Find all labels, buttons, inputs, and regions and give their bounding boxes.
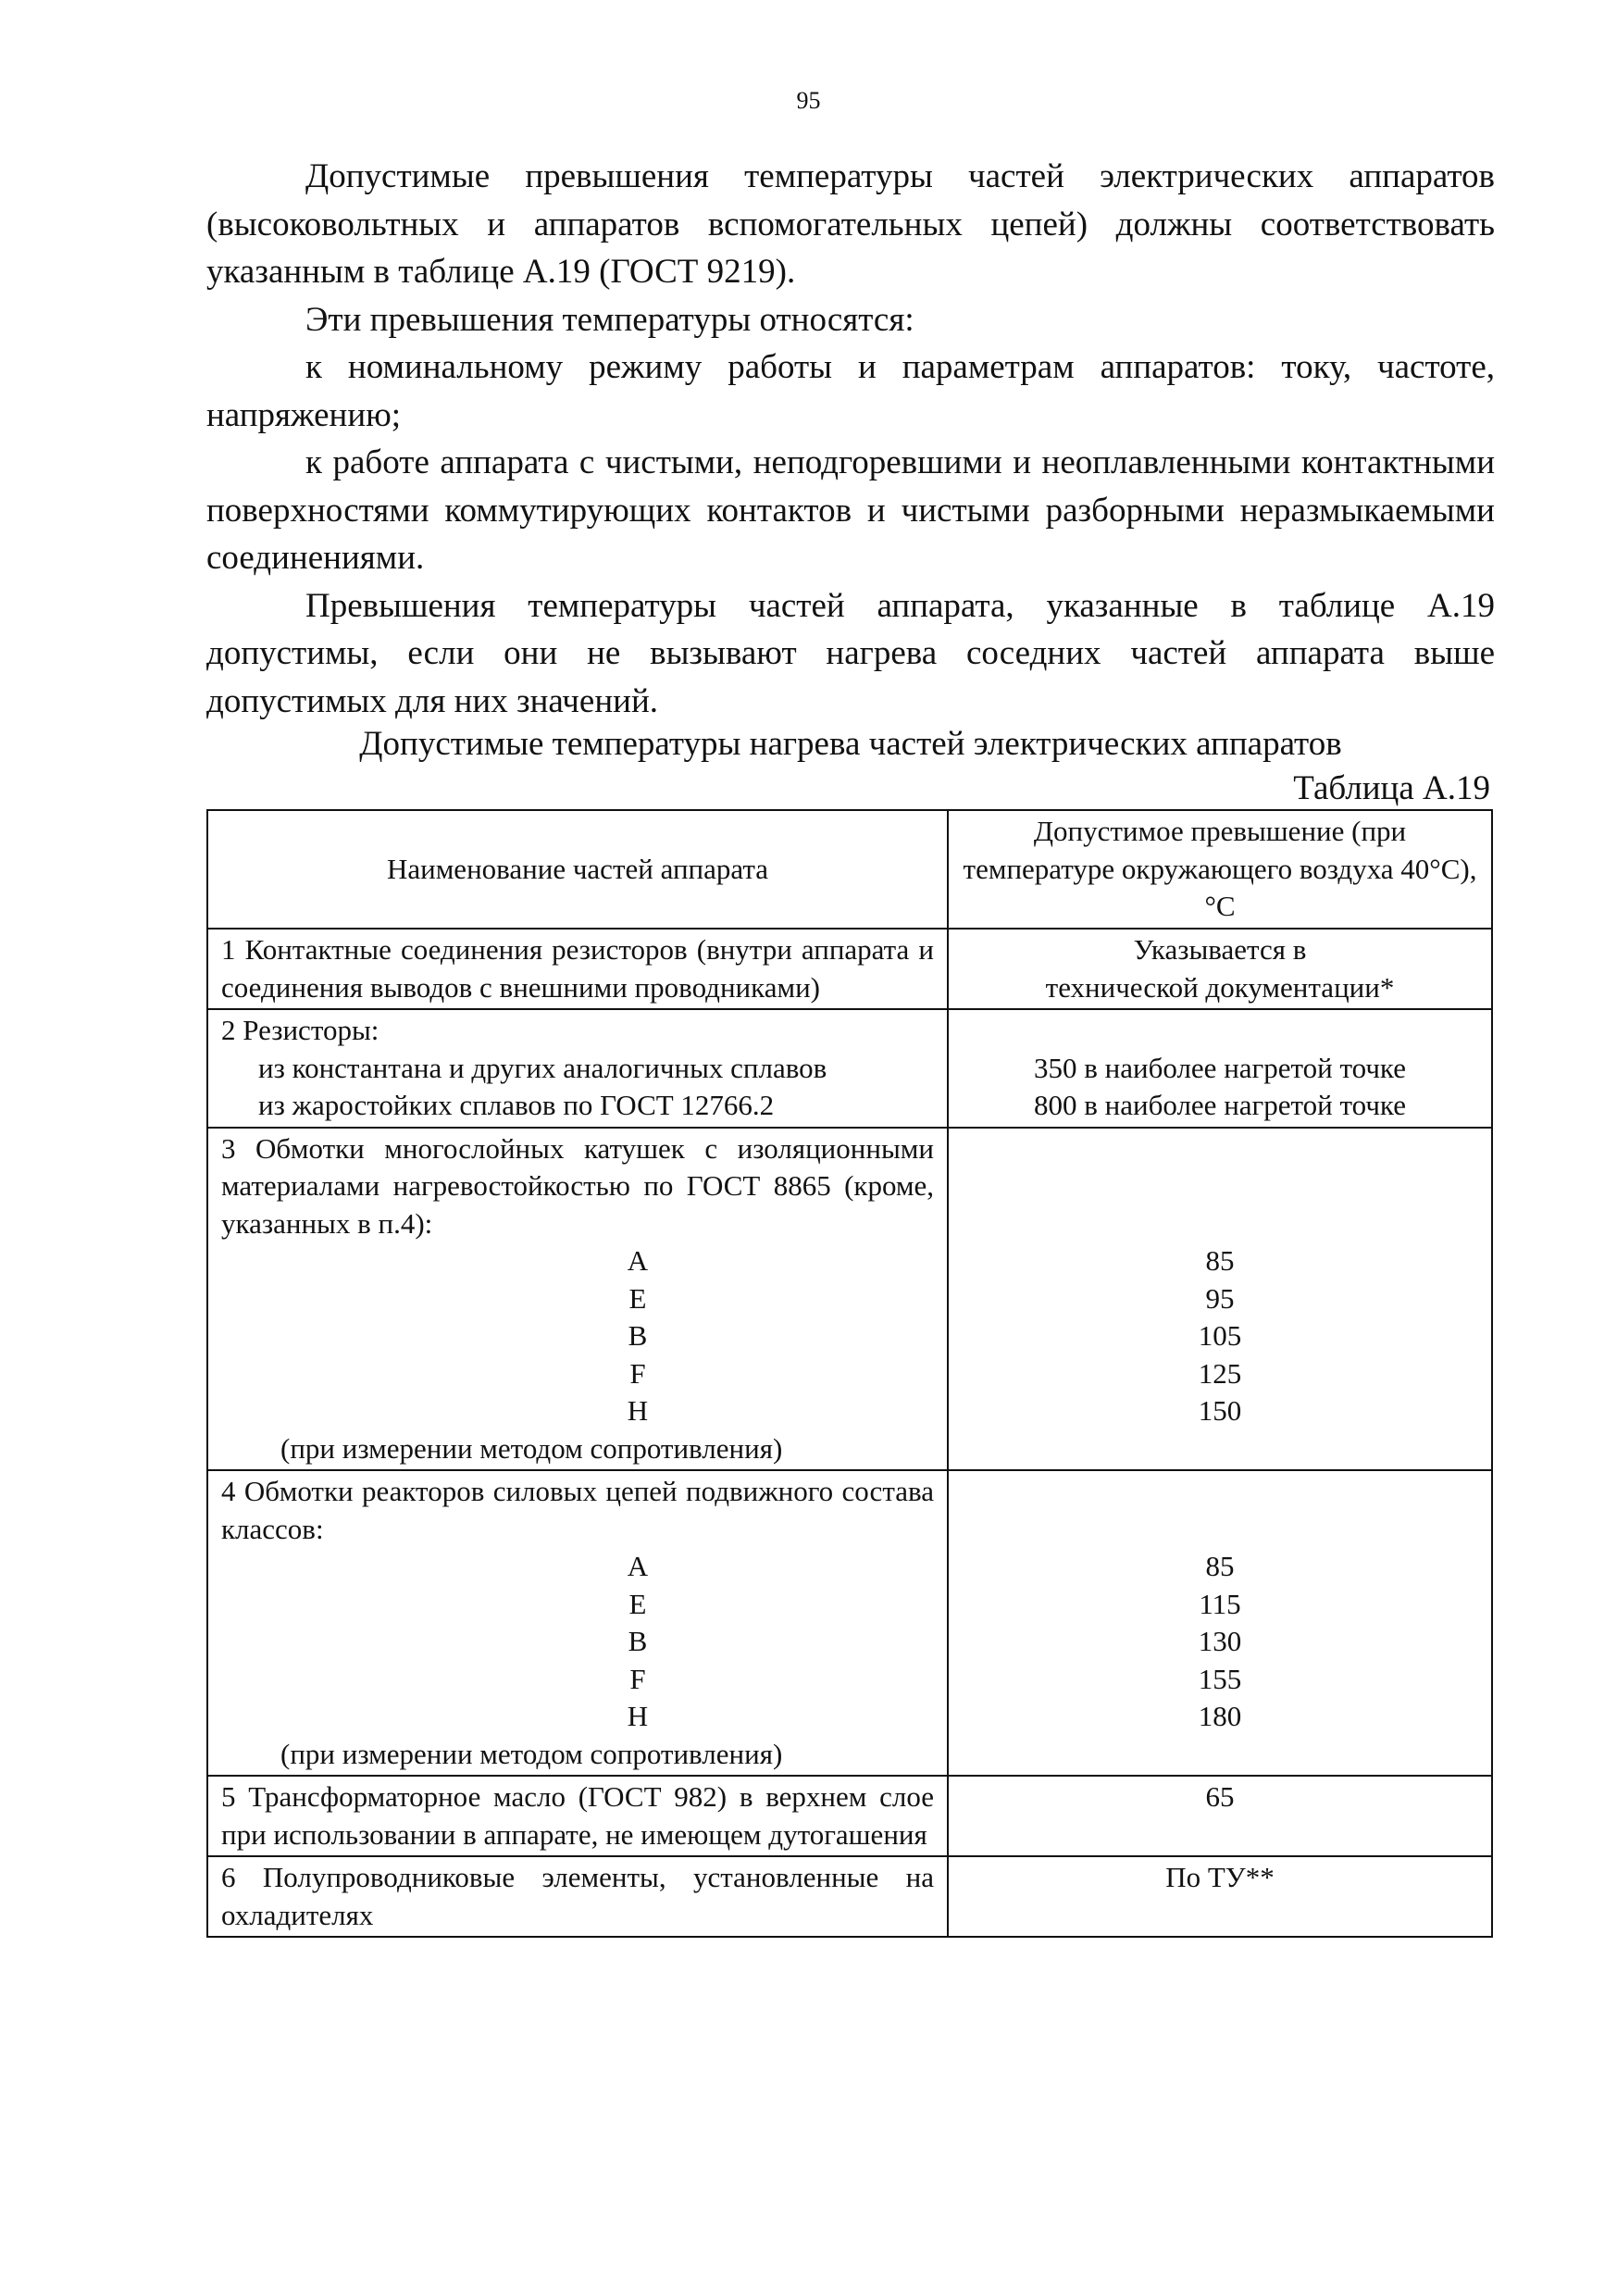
row-3-class: Н xyxy=(627,1394,649,1427)
row-4-class: Е xyxy=(628,1587,647,1620)
row-6-value: По ТУ** xyxy=(948,1856,1492,1937)
row-4-name xyxy=(207,1470,948,1776)
temperature-table xyxy=(206,809,1493,1938)
row-3-name xyxy=(207,1128,948,1471)
table-label: Таблица А.19 xyxy=(1293,769,1490,807)
header-part-name: Наименование частей аппарата xyxy=(207,810,948,929)
row-2-sub: из жаростойких сплавов по ГОСТ 12766.2 xyxy=(258,1089,775,1121)
table-row xyxy=(207,1470,1492,1776)
row-4-value-line: 155 xyxy=(1198,1662,1242,1695)
row-3-class: F xyxy=(629,1356,646,1390)
table-header-row xyxy=(207,810,1492,929)
row-5-value: 65 xyxy=(948,1776,1492,1856)
paragraph-4: к работе аппарата с чистыми, неподгоревшими и неоплавленными контактными поверхностями коммутирующих контактов и чистыми разборными неразмыкаемыми соединениями. xyxy=(206,443,1495,577)
row-1-value xyxy=(948,929,1492,1009)
row-4-value-line: 85 xyxy=(1205,1550,1235,1582)
row-4-class: Н xyxy=(627,1700,649,1732)
row-1-value-line: Указывается в xyxy=(1133,933,1307,966)
row-3-method: (при измерении методом сопротивления) xyxy=(280,1431,783,1465)
paragraph-2: Эти превышения температуры относятся: xyxy=(305,300,914,339)
row-3-title: 3 Обмотки многослойных катушек с изоляционными материалами нагревостойкостью по ГОСТ 8865 (кроме, указанных в п.4): xyxy=(221,1131,934,1240)
table-row xyxy=(207,1128,1492,1471)
row-3-value-line: 85 xyxy=(1205,1244,1235,1277)
row-4-value-line: 130 xyxy=(1198,1625,1242,1657)
row-2-title: 2 Резисторы: xyxy=(221,1014,379,1046)
row-2-sub: из константана и других аналогичных сплавов xyxy=(258,1051,827,1084)
table-row xyxy=(207,1776,1492,1856)
row-3-value-line: 95 xyxy=(1205,1281,1235,1315)
row-3-value-line: 105 xyxy=(1198,1319,1242,1352)
row-3-value-line: 150 xyxy=(1198,1394,1242,1427)
row-4-class: В xyxy=(628,1625,648,1657)
row-3-value-line: 125 xyxy=(1198,1356,1242,1390)
row-4-method: (при измерении методом сопротивления) xyxy=(280,1737,783,1770)
paragraph-3: к номинальному режиму работы и параметрам аппаратов: току, частоте, напряжению; xyxy=(206,348,1495,434)
row-3-class: В xyxy=(628,1319,648,1352)
row-3-class: Е xyxy=(628,1281,647,1315)
table-row xyxy=(207,1009,1492,1128)
row-2-value-line: 350 в наиболее нагретой точке xyxy=(1034,1051,1406,1084)
paragraph-5: Превышения температуры частей аппарата, указанные в таблице А.19 допустимы, если они не вызывают нагрева соседних частей аппарата выше допустимых для них значений. xyxy=(206,586,1495,720)
row-3-value xyxy=(948,1128,1492,1471)
page-number: 95 xyxy=(796,87,821,114)
row-2-value xyxy=(948,1009,1492,1128)
table-row xyxy=(207,929,1492,1009)
body-text xyxy=(206,153,1495,725)
row-4-value xyxy=(948,1470,1492,1776)
row-6-name: 6 Полупроводниковые элементы, установленные на охладителях xyxy=(207,1856,948,1937)
row-4-value-line: 115 xyxy=(1199,1587,1241,1620)
row-1-value-line: технической документации* xyxy=(1045,970,1395,1004)
row-4-title: 4 Обмотки реакторов силовых цепей подвижного состава классов: xyxy=(221,1475,934,1545)
row-5-name: 5 Трансформаторное масло (ГОСТ 982) в верхнем слое при использовании в аппарате, не имеющем дутогашения xyxy=(207,1776,948,1856)
row-2-name xyxy=(207,1009,948,1128)
header-allowed-rise: Допустимое превышение (при температуре окружающего воздуха 40°С), °С xyxy=(948,810,1492,929)
row-4-class: F xyxy=(629,1662,646,1695)
paragraph-1: Допустимые превышения температуры частей электрических аппаратов (высоковольтных и аппаратов вспомогательных цепей) должны соответствовать указанным в таблице А.19 (ГОСТ 9219). xyxy=(206,157,1495,291)
row-1-name: 1 Контактные соединения резисторов (внутри аппарата и соединения выводов с внешними проводниками) xyxy=(207,929,948,1009)
row-2-value-line: 800 в наиболее нагретой точке xyxy=(1034,1089,1406,1121)
row-3-class: А xyxy=(627,1244,649,1277)
row-4-value-line: 180 xyxy=(1198,1700,1242,1732)
row-4-class: А xyxy=(627,1550,649,1582)
table-row xyxy=(207,1856,1492,1937)
table-title: Допустимые температуры нагрева частей электрических аппаратов xyxy=(359,725,1342,763)
